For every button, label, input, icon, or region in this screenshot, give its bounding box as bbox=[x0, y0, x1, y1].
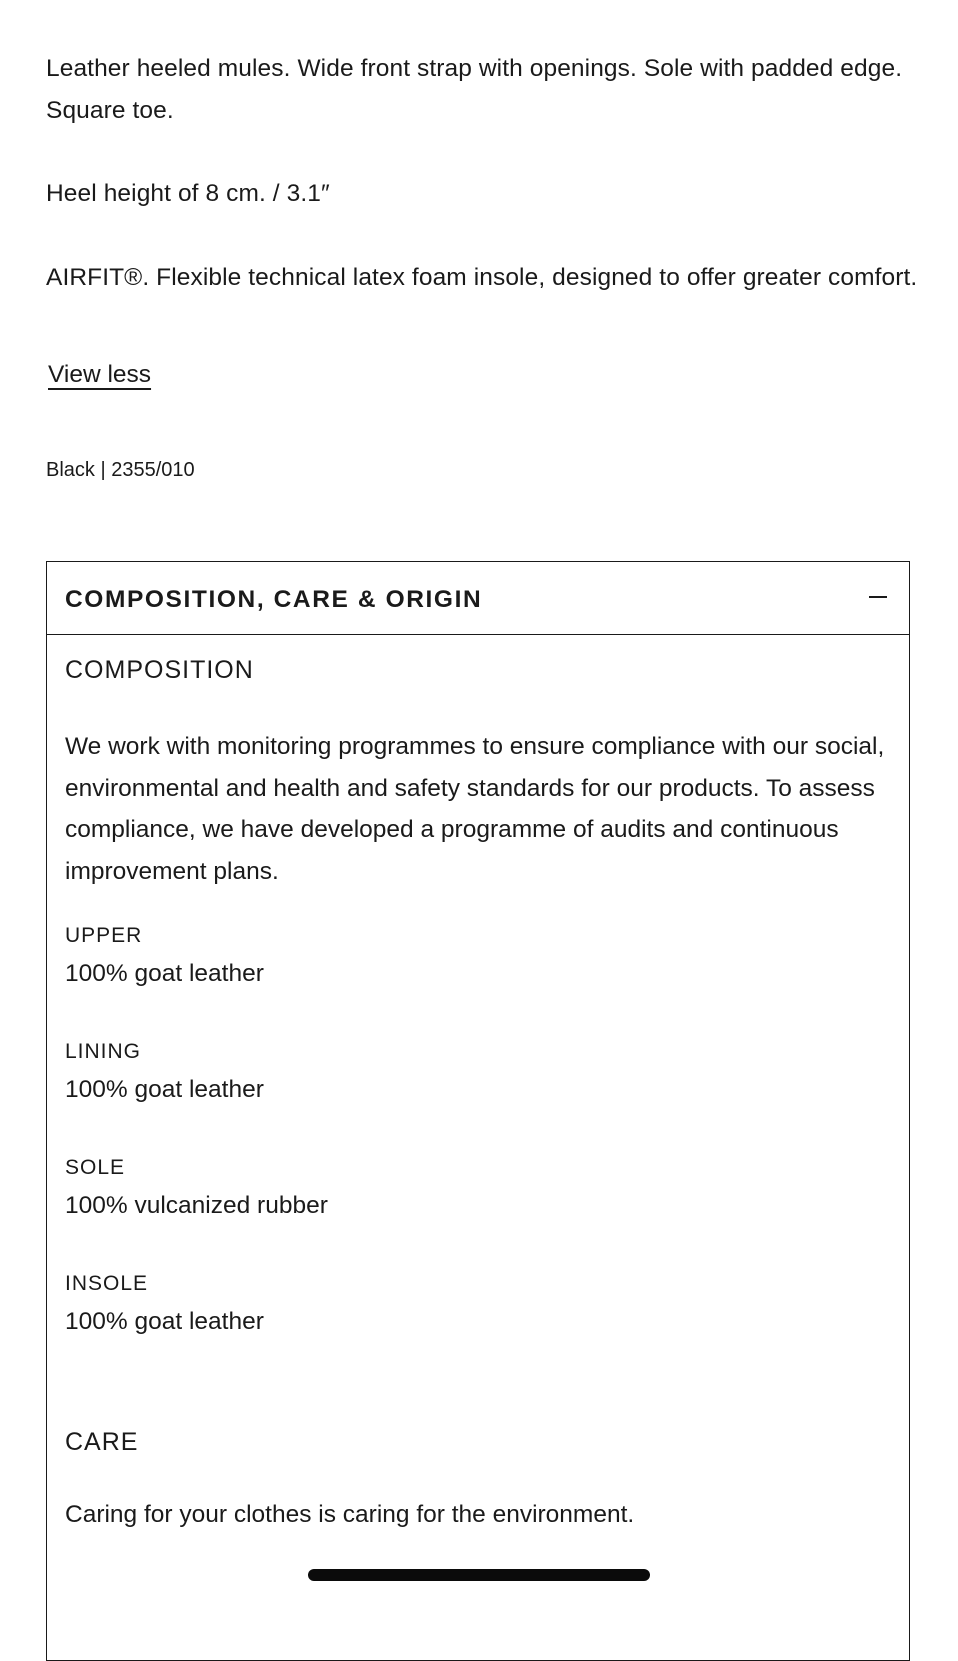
care-heading: CARE bbox=[65, 1428, 139, 1456]
home-indicator[interactable] bbox=[308, 1569, 650, 1581]
composition-label-sole: SOLE bbox=[65, 1156, 126, 1179]
view-less-link[interactable]: View less bbox=[48, 361, 152, 388]
composition-intro: We work with monitoring programmes to ensure compliance with our social, environmental and health and safety standards for our products. To assess compliance, we have developed a programme of audits and continuous improvement plans. bbox=[65, 733, 885, 885]
product-color-reference: Black | 2355/010 bbox=[46, 459, 195, 481]
description-paragraph: Heel height of 8 cm. / 3.1″ bbox=[46, 180, 330, 207]
composition-label-lining: LINING bbox=[65, 1040, 142, 1063]
composition-label-insole: INSOLE bbox=[65, 1272, 149, 1295]
composition-value-lining: 100% goat leather bbox=[65, 1076, 264, 1103]
description-paragraph: Leather heeled mules. Wide front strap with openings. Sole with padded edge. Square toe. bbox=[46, 55, 903, 124]
composition-value-sole: 100% vulcanized rubber bbox=[65, 1192, 328, 1219]
composition-label-upper: UPPER bbox=[65, 924, 143, 947]
composition-value-upper: 100% goat leather bbox=[65, 960, 264, 987]
description-paragraph: AIRFIT®. Flexible technical latex foam insole, designed to offer greater comfort. bbox=[46, 263, 918, 291]
accordion-title: COMPOSITION, CARE & ORIGIN bbox=[65, 586, 483, 613]
composition-care-origin-accordion bbox=[46, 561, 910, 1661]
composition-heading: COMPOSITION bbox=[65, 656, 254, 684]
accordion-header[interactable] bbox=[47, 562, 909, 635]
care-intro: Caring for your clothes is caring for the environment. bbox=[65, 1501, 635, 1528]
product-description bbox=[46, 48, 926, 340]
composition-value-insole: 100% goat leather bbox=[65, 1308, 264, 1335]
minus-icon[interactable] bbox=[869, 596, 887, 598]
